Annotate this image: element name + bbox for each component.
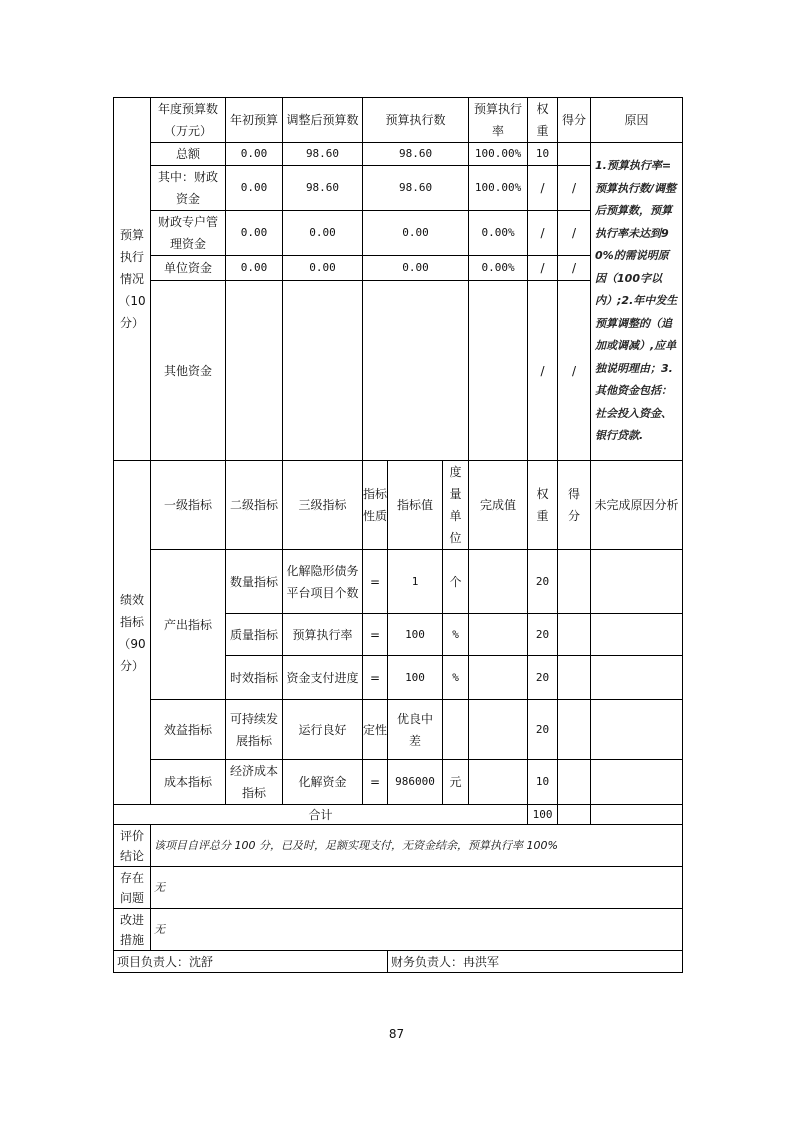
- improvements-label: 改进措施: [114, 909, 151, 951]
- cell-weight: 10: [528, 143, 558, 166]
- total-weight: 100: [528, 805, 558, 825]
- unit-cell: %: [443, 656, 469, 700]
- score-cell: [558, 550, 591, 614]
- level2-cell: 质量指标: [226, 614, 283, 656]
- cell-adjusted: 0.00: [283, 211, 363, 256]
- weight-cell: 10: [528, 760, 558, 805]
- cell-weight: /: [528, 211, 558, 256]
- table-row: [114, 550, 683, 614]
- header-reason: 原因: [591, 98, 683, 143]
- unit-cell: 元: [443, 760, 469, 805]
- problems-text: 无: [151, 867, 683, 909]
- header-nature: 指标性质: [363, 461, 388, 550]
- cell-initial: [226, 281, 283, 461]
- reason-cell: [591, 550, 683, 614]
- cell-adjusted: 98.60: [283, 166, 363, 211]
- header-adjusted-budget: 调整后预算数: [283, 98, 363, 143]
- total-score: [558, 805, 591, 825]
- header-level3: 三级指标: [283, 461, 363, 550]
- cell-weight: /: [528, 256, 558, 281]
- score-cell: [558, 656, 591, 700]
- evaluation-label: 评价结论: [114, 825, 151, 867]
- unit-cell: [443, 700, 469, 760]
- header-initial-budget: 年初预算: [226, 98, 283, 143]
- cell-initial: 0.00: [226, 211, 283, 256]
- unit-cell: %: [443, 614, 469, 656]
- weight-cell: 20: [528, 700, 558, 760]
- done-cell: [469, 760, 528, 805]
- cell-score: /: [558, 281, 591, 461]
- signature-row: [114, 951, 683, 973]
- level1-cell: 产出指标: [151, 550, 226, 700]
- performance-evaluation-table: [113, 97, 683, 973]
- weight-cell: 20: [528, 550, 558, 614]
- cell-executed: 0.00: [363, 211, 469, 256]
- nature-cell: =: [363, 550, 388, 614]
- header-level1: 一级指标: [151, 461, 226, 550]
- done-cell: [469, 700, 528, 760]
- cell-executed: 0.00: [363, 256, 469, 281]
- level3-cell: 资金支付进度: [283, 656, 363, 700]
- cell-initial: 0.00: [226, 143, 283, 166]
- cell-executed: 98.60: [363, 143, 469, 166]
- level2-cell: 时效指标: [226, 656, 283, 700]
- improvements-text: 无: [151, 909, 683, 951]
- header-rate: 预算执行率: [469, 98, 528, 143]
- header-done: 完成值: [469, 461, 528, 550]
- reason-cell: [591, 700, 683, 760]
- cell-initial: 0.00: [226, 256, 283, 281]
- value-cell: 优良中差: [388, 700, 443, 760]
- budget-header-row: [114, 98, 683, 143]
- page-number: 87: [388, 1027, 405, 1041]
- row-name: 总额: [151, 143, 226, 166]
- evaluation-text: 该项目自评总分 100 分，已及时，足额实现支付，无资金结余，预算执行率 100%: [151, 825, 683, 867]
- cell-initial: 0.00: [226, 166, 283, 211]
- total-row: [114, 805, 683, 825]
- cell-rate: 100.00%: [469, 166, 528, 211]
- header-annual-budget: 年度预算数（万元）: [151, 98, 226, 143]
- row-name: 单位资金: [151, 256, 226, 281]
- nature-cell: 定性: [363, 700, 388, 760]
- header-value: 指标值: [388, 461, 443, 550]
- cell-weight: /: [528, 281, 558, 461]
- level1-cell: 效益指标: [151, 700, 226, 760]
- nature-cell: =: [363, 760, 388, 805]
- row-name: 财政专户管理资金: [151, 211, 226, 256]
- cell-score: /: [558, 211, 591, 256]
- value-cell: 100: [388, 614, 443, 656]
- level3-cell: 预算执行率: [283, 614, 363, 656]
- row-name: 其中：财政资金: [151, 166, 226, 211]
- header-weight: 权重: [528, 461, 558, 550]
- header-reason: 未完成原因分析: [591, 461, 683, 550]
- level3-cell: 化解资金: [283, 760, 363, 805]
- header-score: 得分: [558, 98, 591, 143]
- unit-cell: 个: [443, 550, 469, 614]
- score-cell: [558, 614, 591, 656]
- problems-row: [114, 867, 683, 909]
- header-unit: 度量单位: [443, 461, 469, 550]
- performance-section-label: 绩效指标（90分）: [114, 461, 151, 805]
- improvements-row: [114, 909, 683, 951]
- level3-cell: 运行良好: [283, 700, 363, 760]
- done-cell: [469, 550, 528, 614]
- reason-cell: [591, 656, 683, 700]
- level3-cell: 化解隐形债务平台项目个数: [283, 550, 363, 614]
- done-cell: [469, 656, 528, 700]
- value-cell: 986000: [388, 760, 443, 805]
- level1-cell: 成本指标: [151, 760, 226, 805]
- score-cell: [558, 700, 591, 760]
- cell-adjusted: 0.00: [283, 256, 363, 281]
- weight-cell: 20: [528, 614, 558, 656]
- evaluation-row: [114, 825, 683, 867]
- cell-rate: [469, 281, 528, 461]
- value-cell: 1: [388, 550, 443, 614]
- cell-executed: 98.60: [363, 166, 469, 211]
- reason-cell: [591, 614, 683, 656]
- header-level2: 二级指标: [226, 461, 283, 550]
- finance-lead: 财务负责人：冉洪军: [388, 951, 683, 973]
- cell-rate: 0.00%: [469, 256, 528, 281]
- weight-cell: 20: [528, 656, 558, 700]
- done-cell: [469, 614, 528, 656]
- cell-adjusted: [283, 281, 363, 461]
- row-name: 其他资金: [151, 281, 226, 461]
- level2-cell: 经济成本指标: [226, 760, 283, 805]
- level2-cell: 可持续发展指标: [226, 700, 283, 760]
- cell-score: /: [558, 256, 591, 281]
- header-score: 得分: [558, 461, 591, 550]
- total-reason: [591, 805, 683, 825]
- header-weight: 权重: [528, 98, 558, 143]
- table-row: [114, 760, 683, 805]
- performance-header-row: [114, 461, 683, 550]
- nature-cell: =: [363, 656, 388, 700]
- nature-cell: =: [363, 614, 388, 656]
- level2-cell: 数量指标: [226, 550, 283, 614]
- header-executed: 预算执行数: [363, 98, 469, 143]
- cell-adjusted: 98.60: [283, 143, 363, 166]
- reason-note: 1.预算执行率=预算执行数/调整后预算数，预算执行率未达到90%的需说明原因（100字以内）;2.年中发生预算调整的（追加或调减）,应单独说明理由；3.其他资金包括：社会投入资金、银行贷款.: [591, 143, 683, 461]
- cell-rate: 0.00%: [469, 211, 528, 256]
- budget-section-label: 预算执行情况（10分）: [114, 98, 151, 461]
- value-cell: 100: [388, 656, 443, 700]
- cell-weight: /: [528, 166, 558, 211]
- project-lead: 项目负责人：沈舒: [114, 951, 388, 973]
- cell-score: [558, 143, 591, 166]
- table-row: [114, 143, 683, 166]
- cell-rate: 100.00%: [469, 143, 528, 166]
- problems-label: 存在问题: [114, 867, 151, 909]
- total-label: 合计: [114, 805, 528, 825]
- reason-cell: [591, 760, 683, 805]
- score-cell: [558, 760, 591, 805]
- table-row: [114, 700, 683, 760]
- cell-score: /: [558, 166, 591, 211]
- cell-executed: [363, 281, 469, 461]
